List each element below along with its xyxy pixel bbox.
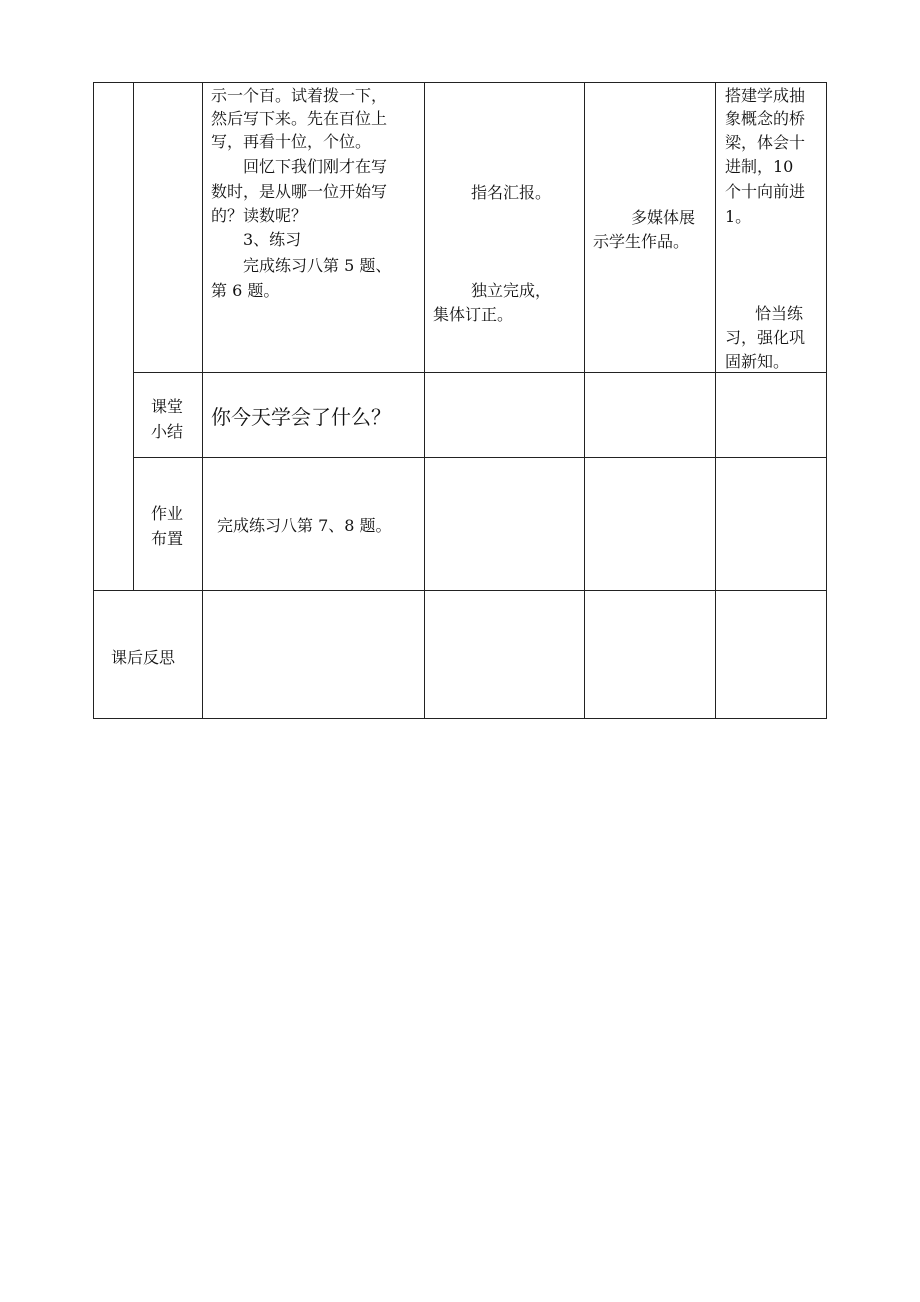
content-line: 回忆下我们刚才在写: [243, 157, 388, 176]
student-activity-line: 独立完成，: [471, 281, 552, 300]
media-line: 多媒体展: [631, 208, 696, 227]
intent-line: 恰当练: [755, 304, 804, 323]
inner-column-divider: [133, 82, 134, 591]
summary-content: 你今天学会了什么？: [211, 405, 391, 429]
content-line: 数时，是从哪一位开始写: [211, 182, 388, 201]
row-divider-reflection: [93, 590, 827, 591]
content-line: 示一个百。试着拨一下，: [211, 86, 388, 105]
content-line: 完成练习八第 5 题、: [243, 256, 392, 275]
homework-label: 布置: [151, 529, 184, 548]
homework-content: 完成练习八第 7、8 题。: [217, 516, 392, 535]
table-left-border: [93, 82, 94, 719]
media-line: 示学生作品。: [593, 232, 690, 251]
table-bottom-border: [93, 718, 827, 719]
table-right-border: [826, 82, 827, 719]
student-activity-line: 集体订正。: [433, 305, 514, 324]
column-divider-content: [202, 82, 203, 719]
reflection-label: 课后反思: [111, 648, 176, 667]
table-top-border: [93, 82, 827, 83]
row-divider-homework: [133, 457, 827, 458]
column-divider-media: [584, 82, 585, 719]
column-divider-student: [424, 82, 425, 719]
column-divider-intent: [715, 82, 716, 719]
content-line: 3、练习: [243, 230, 302, 249]
intent-line: 搭建学成抽: [725, 86, 806, 105]
content-line: 的？读数呢？: [211, 206, 308, 225]
intent-line: 习，强化巩: [725, 328, 806, 347]
content-line: 写，再看十位，个位。: [211, 132, 372, 151]
intent-line: 梁，体会十: [725, 133, 806, 152]
intent-line: 1。: [725, 207, 752, 226]
student-activity-report: 指名汇报。: [471, 183, 552, 202]
intent-line: 固新知。: [725, 352, 790, 371]
summary-label: 课堂: [151, 397, 184, 416]
summary-label: 小结: [151, 422, 184, 441]
content-line: 然后写下来。先在百位上: [211, 109, 388, 128]
row-divider-summary: [133, 372, 827, 373]
intent-line: 象概念的桥: [725, 109, 806, 128]
intent-line: 进制，10: [725, 157, 794, 176]
content-line: 第 6 题。: [211, 281, 280, 300]
intent-line: 个十向前进: [725, 182, 806, 201]
homework-label: 作业: [151, 504, 184, 523]
